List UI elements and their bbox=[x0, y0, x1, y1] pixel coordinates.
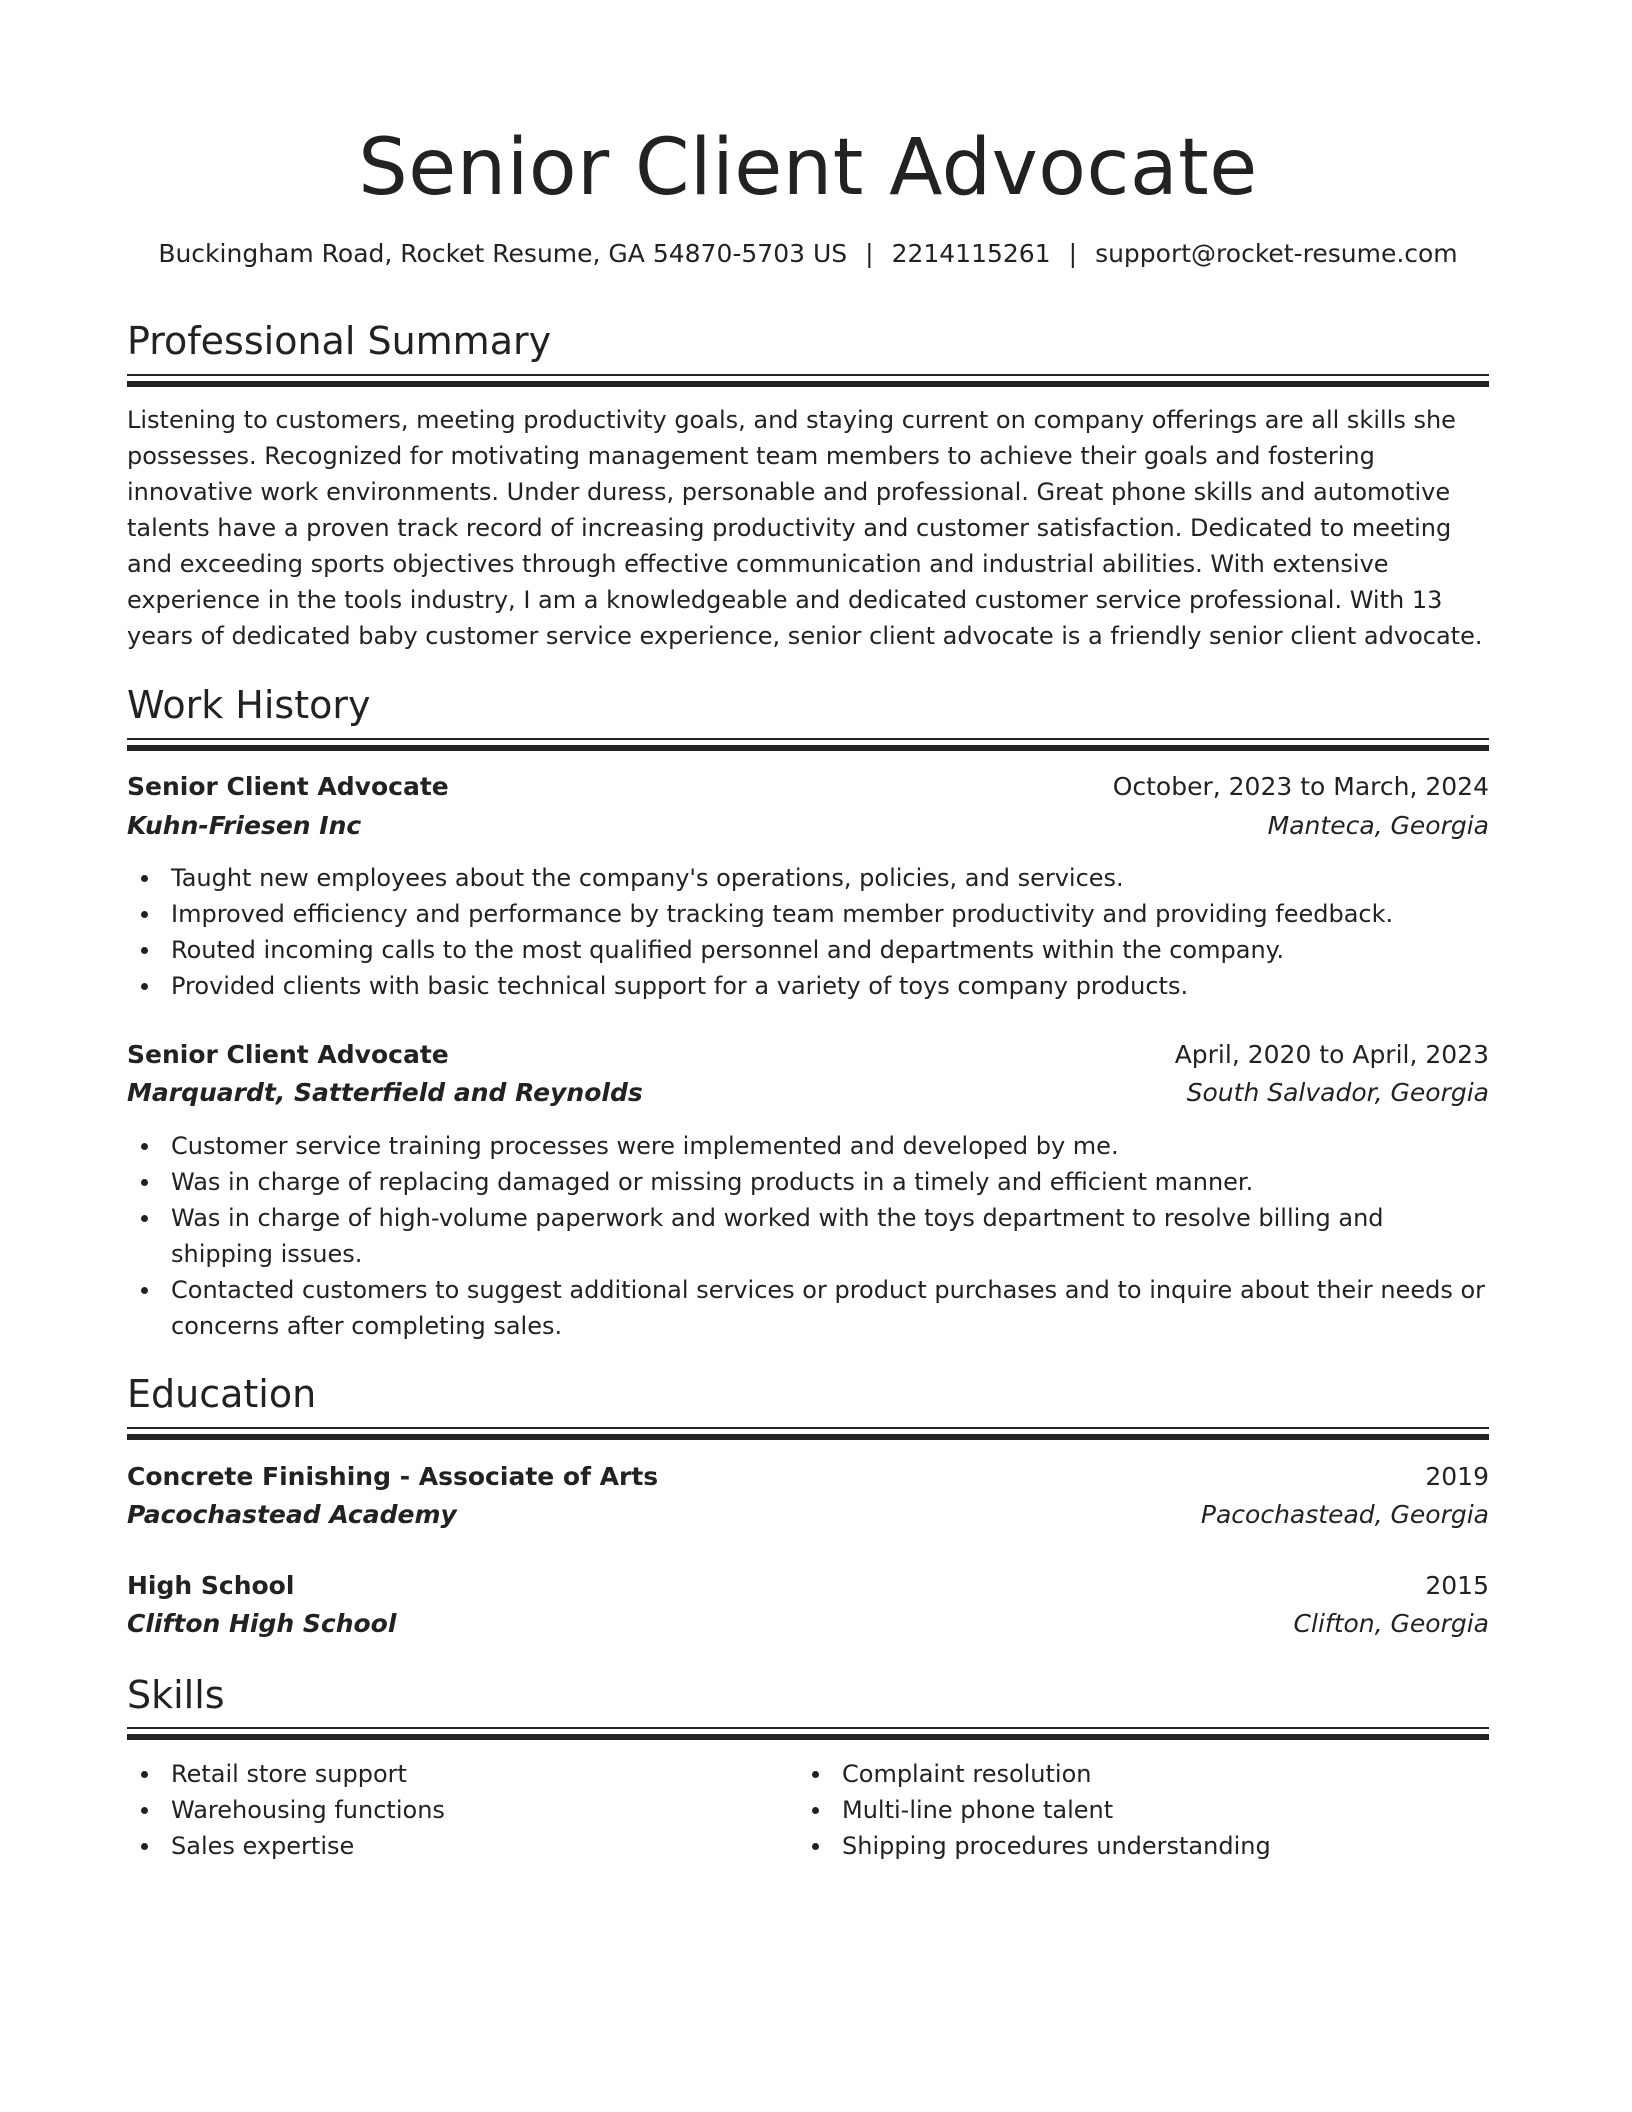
job-title-row bbox=[127, 768, 1489, 806]
section-divider bbox=[127, 1727, 1489, 1739]
skills-heading: Skills bbox=[127, 1673, 225, 1717]
education-school-row bbox=[127, 1496, 1489, 1534]
list-item: Provided clients with basic technical support for a variety of toys company products. bbox=[127, 968, 1489, 1004]
education-location: Pacochastead, Georgia bbox=[1200, 1500, 1489, 1529]
education-degree: Concrete Finishing - Associate of Arts bbox=[127, 1462, 659, 1491]
contact-line bbox=[127, 236, 1489, 272]
education-school: Pacochastead Academy bbox=[127, 1500, 457, 1529]
job-position: Senior Client Advocate bbox=[127, 772, 449, 801]
contact-phone: 2214115261 bbox=[891, 239, 1051, 268]
section-divider bbox=[127, 374, 1489, 386]
section-divider bbox=[127, 1427, 1489, 1439]
job-duties-list bbox=[127, 1128, 1489, 1344]
education-degree-row bbox=[127, 1458, 1489, 1496]
skill-item: Multi-line phone talent bbox=[798, 1792, 1632, 1828]
work-history-heading: Work History bbox=[127, 683, 371, 727]
resume-name: Senior Client Advocate bbox=[358, 123, 1258, 213]
contact-separator: | bbox=[1068, 239, 1078, 268]
skill-item: Retail store support bbox=[127, 1756, 1489, 1792]
job-company-row bbox=[127, 1074, 1489, 1112]
list-item: Routed incoming calls to the most qualified personnel and departments within the company. bbox=[127, 932, 1489, 968]
skill-item: Complaint resolution bbox=[798, 1756, 1632, 1792]
skill-item: Sales expertise bbox=[127, 1828, 1489, 1864]
contact-email: support@rocket-resume.com bbox=[1095, 239, 1458, 268]
education-year: 2019 bbox=[1425, 1462, 1489, 1491]
education-degree: High School bbox=[127, 1571, 295, 1600]
education-heading: Education bbox=[127, 1372, 317, 1416]
education-school-row bbox=[127, 1605, 1489, 1643]
job-company-row bbox=[127, 807, 1489, 845]
skill-item: Warehousing functions bbox=[127, 1792, 1489, 1828]
list-item: Contacted customers to suggest additional services or product purchases and to inquire about their needs or concerns after completing sales. bbox=[127, 1272, 1489, 1344]
job-location: South Salvador, Georgia bbox=[1186, 1078, 1489, 1107]
job-dates: April, 2020 to April, 2023 bbox=[1174, 1040, 1489, 1069]
job-position: Senior Client Advocate bbox=[127, 1040, 449, 1069]
summary-heading: Professional Summary bbox=[127, 319, 552, 363]
job-duties-list bbox=[127, 860, 1489, 1004]
list-item: Taught new employees about the company's operations, policies, and services. bbox=[127, 860, 1489, 896]
contact-separator: | bbox=[865, 239, 874, 268]
list-item: Customer service training processes were implemented and developed by me. bbox=[127, 1128, 1489, 1164]
education-degree-row bbox=[127, 1567, 1489, 1605]
job-location: Manteca, Georgia bbox=[1267, 811, 1489, 840]
list-item: Improved efficiency and performance by tracking team member productivity and providing feedback. bbox=[127, 896, 1489, 932]
job-title-row bbox=[127, 1036, 1489, 1074]
job-company: Kuhn-Friesen Inc bbox=[127, 811, 362, 840]
skill-item: Shipping procedures understanding bbox=[798, 1828, 1632, 1864]
job-dates: October, 2023 to March, 2024 bbox=[1112, 772, 1489, 801]
section-divider bbox=[127, 738, 1489, 750]
summary-text: Listening to customers, meeting productivity goals, and staying current on company offerings are all skills she possesses. Recognized for motivating management team members to achieve their goals and fostering innovative work environments. Under duress, personable and professional. Great phone skills and automotive talents have a proven track record of increasing productivity and customer satisfaction. Dedicated to meeting and exceeding sports objectives through effective communication and industrial abilities. With extensive experience in the tools industry, I am a knowledgeable and dedicated customer service professional. With 13 years of dedicated baby customer service experience, senior client advocate is a friendly senior client advocate. bbox=[127, 406, 1483, 650]
list-item: Was in charge of high-volume paperwork and worked with the toys department to resolve billing and shipping issues. bbox=[127, 1200, 1489, 1272]
skills-list-right bbox=[798, 1756, 1632, 1864]
job-company: Marquardt, Satterfield and Reynolds bbox=[127, 1078, 643, 1107]
list-item: Was in charge of replacing damaged or missing products in a timely and efficient manner. bbox=[127, 1164, 1489, 1200]
education-school: Clifton High School bbox=[127, 1609, 397, 1638]
education-year: 2015 bbox=[1425, 1571, 1489, 1600]
contact-address: Buckingham Road, Rocket Resume, GA 54870-5703 US bbox=[158, 239, 848, 268]
education-location: Clifton, Georgia bbox=[1293, 1609, 1489, 1638]
